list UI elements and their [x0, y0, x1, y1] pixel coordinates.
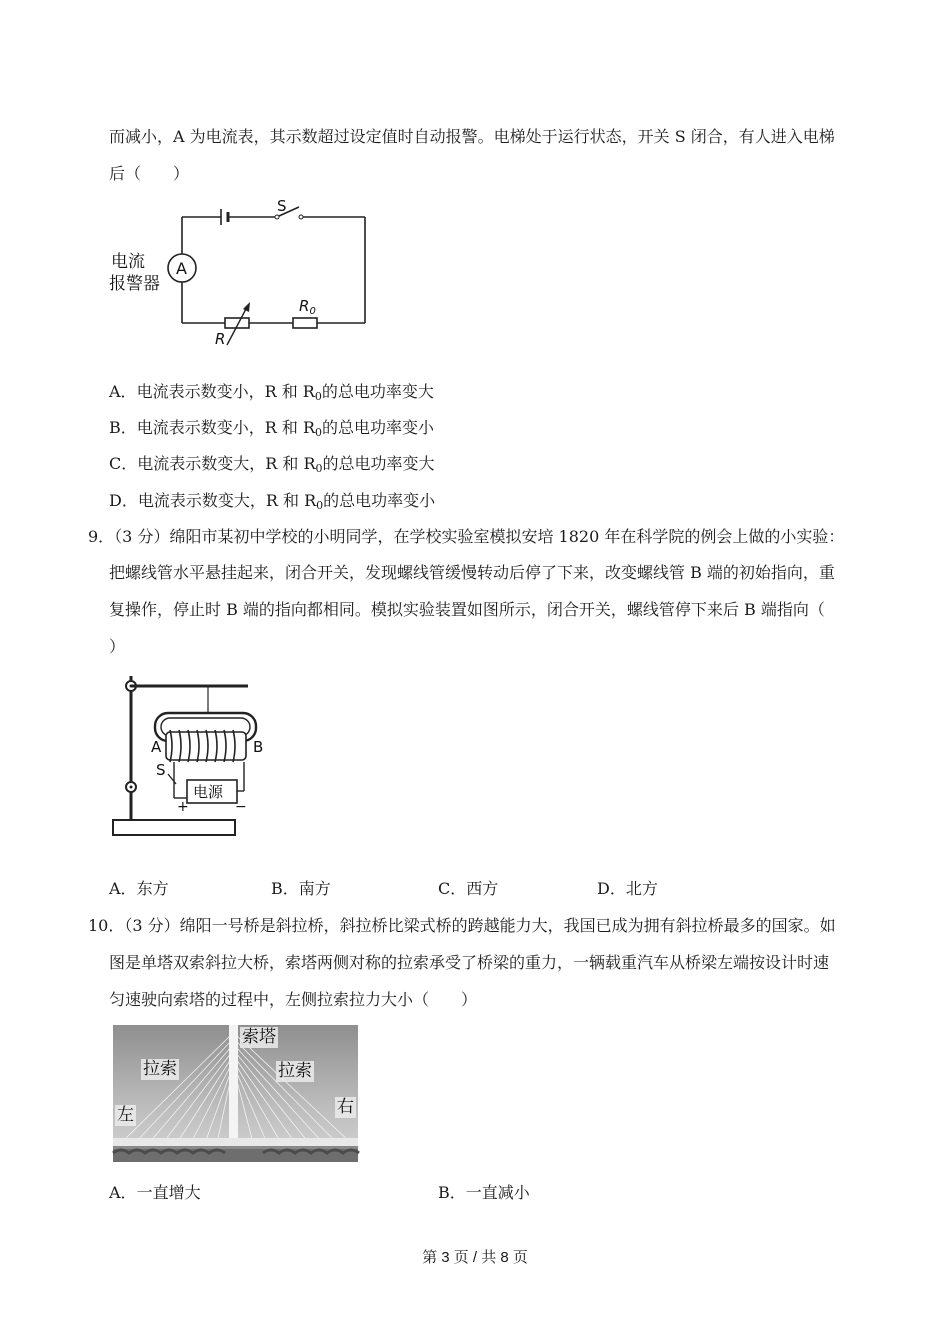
q9-stem-line-4: ）	[109, 637, 126, 656]
switch-label: S	[277, 197, 287, 215]
q9-stem-line-3: 复操作，停止时 B 端的指向都相同。模拟实验装置如图所示，闭合开关，螺线管停下来后 B 端指向（	[109, 600, 825, 619]
left-label: 左	[117, 1105, 134, 1125]
minus-label: −	[235, 799, 247, 815]
q8-stem-line-1: 而减小，A 为电流表，其示数超过设定值时自动报警。电梯处于运行状态，开关 S 闭合，有人进入电梯	[109, 127, 835, 146]
q9-solenoid-diagram	[108, 670, 264, 842]
q9-stem-line-2: 把螺线管水平悬挂起来，闭合开关，发现螺线管缓慢转动后停了下来，改变螺线管 B 端的初始指向，重	[109, 563, 835, 582]
alarm-label-2: 报警器	[109, 274, 160, 294]
ammeter-label: A	[176, 259, 187, 278]
bridge-photo	[113, 1025, 358, 1162]
tower-label: 索塔	[242, 1027, 276, 1047]
q10-stem-line-2: 图是单塔双索斜拉大桥，索塔两侧对称的拉索承受了桥梁的重力，一辆载重汽车从桥梁左端按设计时速	[109, 953, 830, 972]
q9-option-c[interactable]: C．西方	[438, 879, 499, 898]
q8-circuit-diagram	[105, 195, 375, 350]
q10-option-a[interactable]: A．一直增大	[109, 1183, 201, 1202]
resistor-r0	[293, 318, 317, 328]
q8-option-d[interactable]: D．电流表示数变大，R 和 $R_0$的总电功率变小	[109, 491, 436, 512]
q9-stem-line-1: 9．（3 分）绵阳市某初中学校的小明同学，在学校实验室模拟安培 1820 年在科学院的例会上做的小实验：	[88, 527, 845, 546]
alarm-label-1: 电流	[111, 252, 145, 272]
r0-label: $R_0$	[299, 297, 316, 317]
switch-contact	[275, 215, 279, 219]
q8-option-c[interactable]: C．电流表示数变大，R 和 $R_0$的总电功率变大	[109, 454, 435, 475]
q8-stem-line-2: 后（ ）	[109, 164, 190, 183]
q10-stem-line-1: 10．（3 分）绵阳一号桥是斜拉桥，斜拉桥比梁式桥的跨越能力大，我国已成为拥有斜拉桥最多的国家。如	[88, 916, 836, 935]
end-a-label: A	[151, 738, 162, 756]
q9-option-d[interactable]: D．北方	[597, 879, 658, 898]
q9-option-a[interactable]: A．东方	[109, 879, 169, 898]
cable-right-label: 拉索	[278, 1061, 312, 1081]
q10-option-b[interactable]: B．一直减小	[438, 1183, 530, 1202]
q10-stem-line-3: 匀速驶向索塔的过程中，左侧拉索拉力大小（ ）	[109, 990, 478, 1009]
bridge-illustration	[113, 1025, 358, 1162]
end-b-label: B	[253, 738, 264, 756]
switch-s-label: S	[156, 761, 166, 779]
q8-option-b[interactable]: B．电流表示数变小，R 和 $R_0$的总电功率变小	[109, 418, 435, 439]
power-label: 电源	[193, 783, 224, 801]
right-label: 右	[337, 1097, 354, 1117]
cable-left-label: 拉索	[143, 1059, 177, 1079]
q9-option-b[interactable]: B．南方	[271, 879, 331, 898]
plus-label: +	[177, 799, 189, 815]
stand-base	[113, 820, 235, 835]
page-footer: 第 3 页 / 共 8 页	[422, 1249, 528, 1266]
q8-option-a[interactable]: A．电流表示数变小，R 和 $R_0$的总电功率变大	[109, 382, 434, 403]
r-label: R	[215, 330, 226, 348]
